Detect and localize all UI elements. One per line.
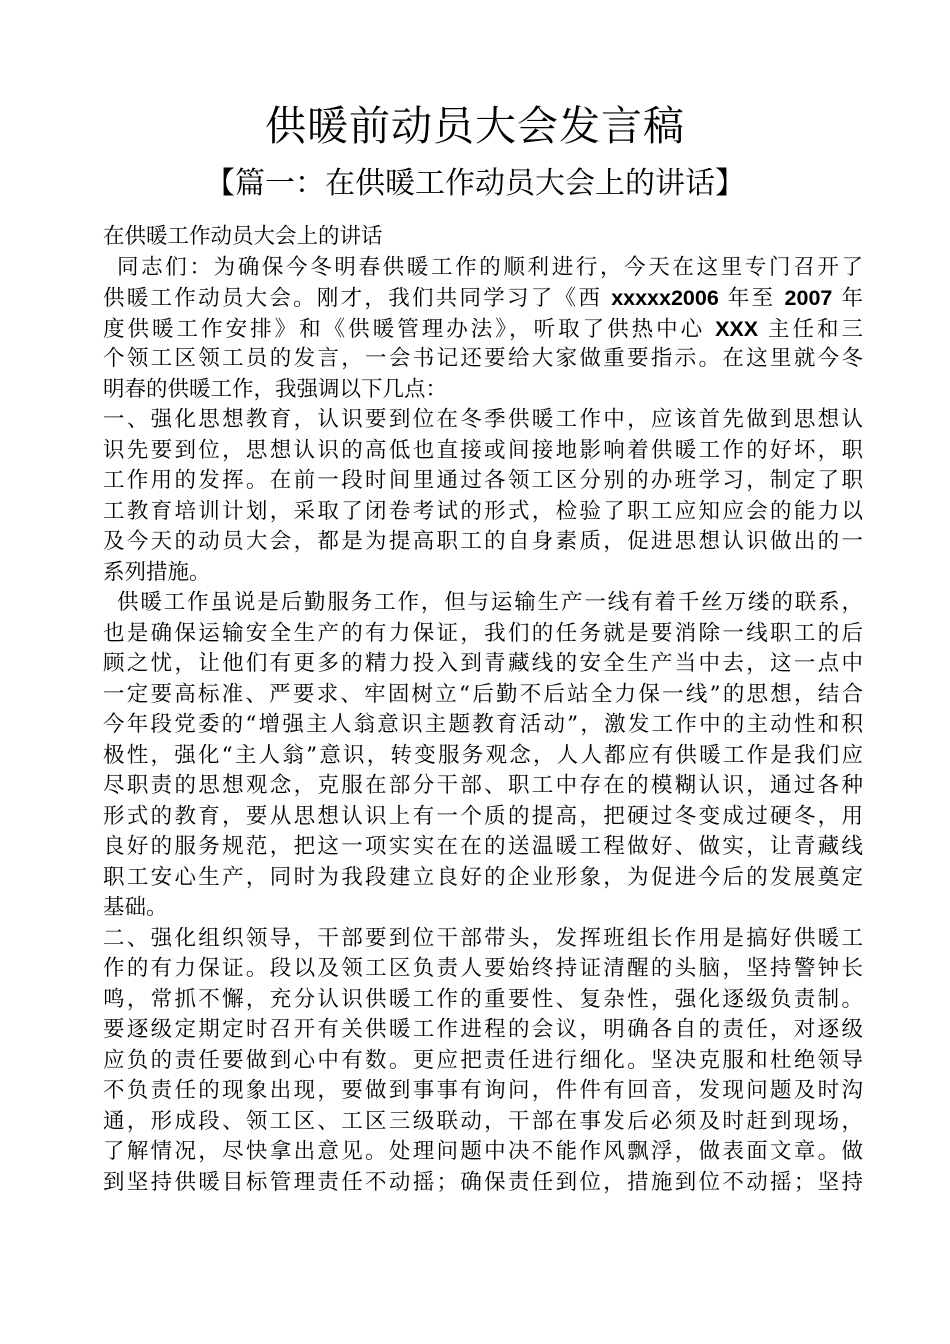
body-line: 极性，强化“主人翁”意识，转变服务观念，人人都应有供暖工作是我们应: [103, 742, 863, 768]
body-line: 一定要高标准、严要求、牢固树立“后勤不后站全力保一线”的思想，结合: [103, 681, 863, 707]
body-line: 基础。: [103, 895, 168, 920]
document-body: [103, 222, 863, 1198]
body-line: 一、强化思想教育，认识要到位在冬季供暖工作中，应该首先做到思想认: [103, 407, 863, 432]
body-line: 形式的教育，要从思想认识上有一个质的提高，把硬过冬变成过硬冬，用: [103, 803, 863, 829]
body-line: 同志们：为确保今冬明春供暖工作的顺利进行，今天在这里专门召开了: [117, 254, 863, 280]
body-line: 及今天的动员大会，都是为提高职工的自身素质，促进思想认识做出的一: [103, 529, 863, 554]
body-line: 个领工区领工员的发言，一会书记还要给大家做重要指示。在这里就今冬: [103, 346, 863, 371]
body-line: 通，形成段、领工区、工区三级联动，干部在事发后必须及时赶到现场，: [103, 1108, 863, 1134]
body-line: 系列措施。: [103, 559, 211, 585]
body-line: 也是确保运输安全生产的有力保证，我们的任务就是要消除一线职工的后: [103, 620, 863, 646]
body-line: 应负的责任要做到心中有数。更应把责任进行细化。坚决克服和杜绝领导: [103, 1047, 863, 1073]
body-line: 不负责任的现象出现，要做到事事有询问，件件有回音，发现问题及时沟: [103, 1078, 863, 1103]
body-line: 工作用的发挥。在前一段时间里通过各领工区分别的办班学习，制定了职: [103, 468, 863, 493]
body-line: 供暖工作虽说是后勤服务工作，但与运输生产一线有着千丝万缕的联系，: [117, 590, 863, 615]
body-line: 到坚持供暖目标管理责任不动摇；确保责任到位，措施到位不动摇；坚持: [103, 1169, 863, 1195]
body-line: 供暖工作动员大会。刚才，我们共同学习了《西 xxxxx2006 年至 2007 年: [103, 286, 863, 311]
document-title: 供暖前动员大会发言稿: [265, 102, 685, 150]
body-line: 职工安心生产，同时为我段建立良好的企业形象，为促进今后的发展奠定: [103, 864, 863, 890]
body-line: 了解情况，尽快拿出意见。处理问题中决不能作风飘浮，做表面文章。做: [103, 1139, 863, 1164]
body-line: 鸣，常抓不懈，充分认识供暖工作的重要性、复杂性，强化逐级负责制。: [103, 986, 863, 1012]
body-line: 度供暖工作安排》和《供暖管理办法》，听取了供热中心 XXX 主任和三: [103, 316, 863, 342]
body-line: 二、强化组织领导，干部要到位干部带头，发挥班组长作用是搞好供暖工: [103, 925, 863, 951]
body-line: 工教育培训计划，采取了闭卷考试的形式，检验了职工应知应会的能力以: [103, 498, 863, 524]
body-line: 良好的服务规范，把这一项实实在在的送温暖工程做好、做实，让青藏线: [103, 834, 863, 859]
body-line: 尽职责的思想观念，克服在部分干部、职工中存在的模糊认识，通过各种: [103, 773, 863, 798]
body-line: 识先要到位，思想认识的高低也直接或间接地影响着供暖工作的好坏，职: [103, 437, 863, 463]
body-line: 明春的供暖工作，我强调以下几点：: [103, 376, 448, 402]
body-line: 今年段党委的“增强主人翁意识主题教育活动”，激发工作中的主动性和积: [103, 712, 863, 737]
body-line: 要逐级定期定时召开有关供暖工作进程的会议，明确各自的责任，对逐级: [103, 1017, 863, 1042]
body-line: 在供暖工作动员大会上的讲话: [103, 224, 383, 249]
body-line: 顾之忧，让他们有更多的精力投入到青藏线的安全生产当中去，这一点中: [103, 651, 863, 676]
document-subtitle: 【篇一：在供暖工作动员大会上的讲话】: [205, 166, 745, 201]
body-line: 作的有力保证。段以及领工区负责人要始终持证清醒的头脑，坚持警钟长: [103, 956, 863, 981]
